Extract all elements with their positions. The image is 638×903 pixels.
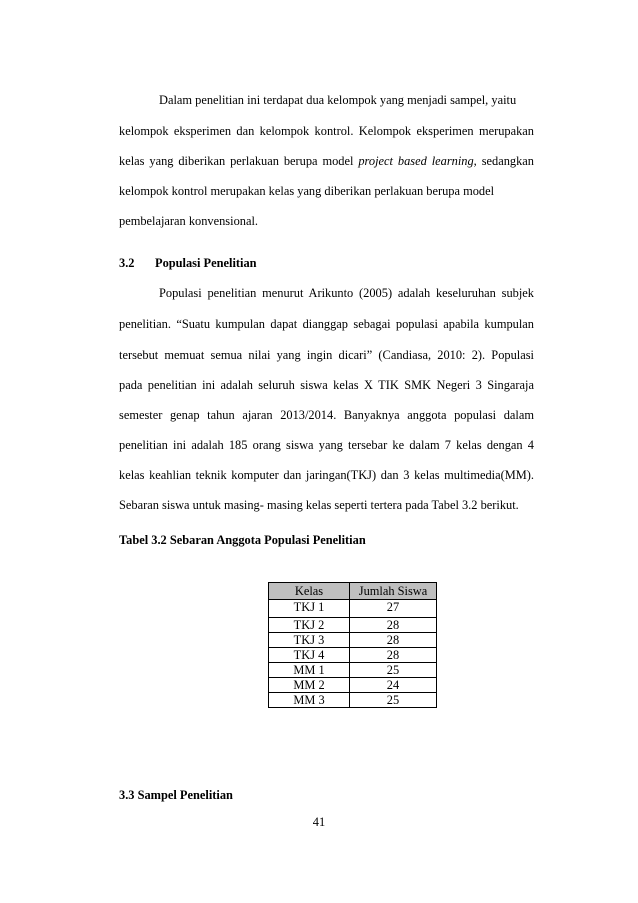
paragraph-1-line-1-text: Dalam penelitian ini terdapat dua kelompok yang menjadi sampel, yaitu: [159, 93, 517, 107]
paragraph-2-line-6: penelitian ini adalah 185 orang siswa yang tersebar ke dalam 7 kelas dengan 4: [119, 438, 534, 452]
page-number: 41: [312, 815, 326, 829]
section-3-3-heading: 3.3 Sampel Penelitian: [119, 788, 233, 802]
cell-jumlah: 28: [350, 633, 437, 648]
table-row: [269, 678, 437, 693]
section-3-2-heading: [119, 255, 534, 271]
table-row: [269, 633, 437, 648]
paragraph-2-line-7: kelas keahlian teknik komputer dan jaringan(TKJ) dan 3 kelas multimedia(MM).: [119, 468, 534, 482]
paragraph-2-line-1: Populasi penelitian menurut Arikunto (2005) adalah keseluruhan subjek: [159, 286, 534, 300]
paragraph-2-line-8: Sebaran siswa untuk masing- masing kelas seperti tertera pada Tabel 3.2 berikut.: [119, 498, 519, 512]
section-3-2-number: 3.2: [119, 256, 135, 270]
cell-jumlah: 25: [350, 663, 437, 678]
table-row: [269, 693, 437, 708]
paragraph-1-line-5: pembelajaran konvensional.: [119, 214, 259, 228]
cell-kelas: TKJ 1: [269, 600, 350, 618]
table-row: [269, 600, 437, 618]
header-kelas: Kelas: [269, 583, 350, 600]
table-caption: Tabel 3.2 Sebaran Anggota Populasi Penelitian: [119, 533, 366, 547]
cell-jumlah: 28: [350, 648, 437, 663]
paragraph-1-line-1: [159, 92, 534, 108]
section-3-2-title: Populasi Penelitian: [155, 256, 257, 270]
cell-kelas: TKJ 3: [269, 633, 350, 648]
paragraph-2-line-4: pada penelitian ini adalah seluruh siswa kelas X TIK SMK Negeri 3 Singaraja: [119, 378, 534, 392]
cell-kelas: TKJ 4: [269, 648, 350, 663]
paragraph-1-line-2: kelompok eksperimen dan kelompok kontrol. Kelompok eksperimen merupakan: [119, 124, 534, 138]
cell-jumlah: 28: [350, 618, 437, 633]
header-jumlah-siswa: Jumlah Siswa: [350, 583, 437, 600]
cell-jumlah: 25: [350, 693, 437, 708]
paragraph-2-line-3: tersebut memuat semua nilai yang ingin dicari” (Candiasa, 2010: 2). Populasi: [119, 348, 534, 362]
table-row: [269, 648, 437, 663]
table-row: [269, 618, 437, 633]
table-header-row: [269, 583, 437, 600]
cell-jumlah: 27: [350, 600, 437, 618]
population-table: [268, 582, 437, 708]
paragraph-2-line-5: semester genap tahun ajaran 2013/2014. Banyaknya anggota populasi dalam: [119, 408, 534, 422]
cell-jumlah: 24: [350, 678, 437, 693]
cell-kelas: MM 1: [269, 663, 350, 678]
cell-kelas: MM 2: [269, 678, 350, 693]
paragraph-1-line-4: kelompok kontrol merupakan kelas yang diberikan perlakuan berupa model: [119, 184, 495, 198]
cell-kelas: MM 3: [269, 693, 350, 708]
paragraph-2-line-2: penelitian. “Suatu kumpulan dapat dianggap sebagai populasi apabila kumpulan: [119, 317, 534, 331]
paragraph-1-line-3: [119, 153, 534, 169]
table-row: [269, 663, 437, 678]
paragraph-1-line-3-italic: project based learning,: [358, 154, 477, 168]
paragraph-1-line-3-start: kelas yang diberikan perlakuan berupa model: [119, 154, 359, 168]
paragraph-1-line-3-end: sedangkan: [476, 154, 534, 168]
cell-kelas: TKJ 2: [269, 618, 350, 633]
